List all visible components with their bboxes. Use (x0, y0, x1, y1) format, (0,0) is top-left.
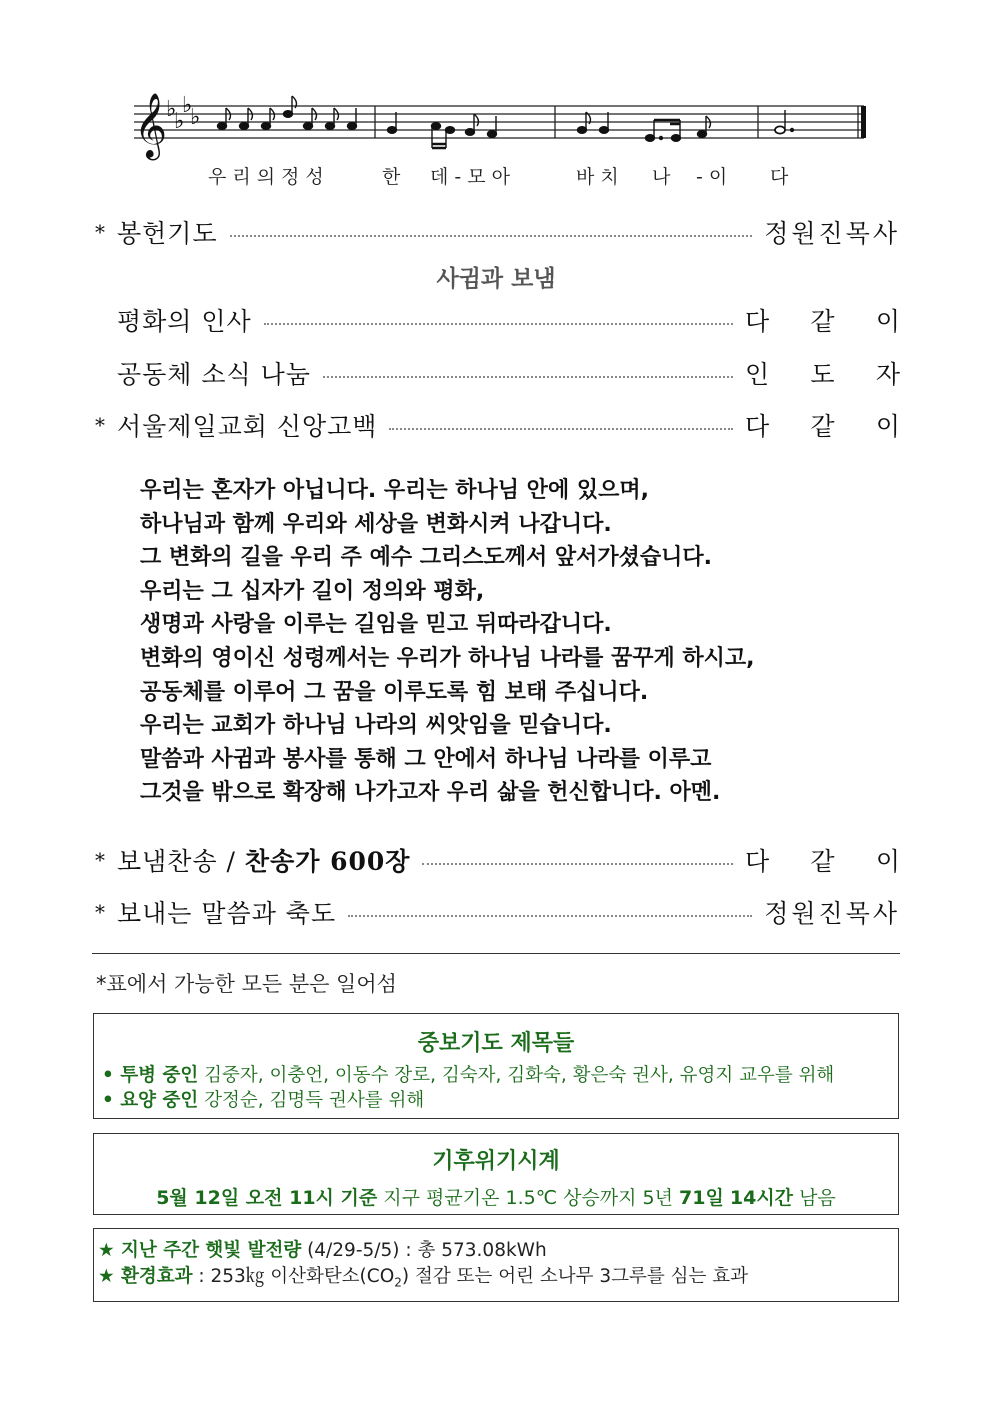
solar-generation-line (98, 1238, 898, 1264)
order-label (117, 842, 410, 878)
lyric-phrase: -이 (696, 166, 734, 188)
order-leader-name: 정원진목사 (764, 219, 900, 248)
hymn-staff (130, 92, 880, 192)
creed-line: 하나님과 함께 우리와 세상을 변화시켜 나갑니다. (140, 511, 612, 537)
creed-line: 생명과 사랑을 이루는 길임을 믿고 뒤따라갑니다. (140, 612, 612, 638)
order-row-creed (95, 405, 900, 445)
box-title: 기후위기시계 (432, 1149, 560, 1174)
order-row-sending-hymn (95, 840, 900, 880)
prayer-category: • 투병 중인 (102, 1065, 199, 1086)
order-label-text: 보냄찬송 / (117, 847, 245, 876)
climate-years: 5년 (642, 1187, 673, 1209)
order-leader-name (745, 842, 900, 878)
climate-hours: 14시간 (729, 1187, 794, 1209)
solar-value: : 253㎏ 이산화탄소(CO (192, 1266, 395, 1287)
dot-leader (348, 915, 752, 917)
svg-text:♭: ♭ (190, 105, 201, 130)
climate-date: 5월 12일 오전 11시 기준 (156, 1187, 378, 1209)
creed-line: 우리는 혼자가 아닙니다. 우리는 하나님 안에 있으며, (140, 478, 649, 503)
box-title: 중보기도 제목들 (417, 1031, 575, 1056)
leader-char: 다 (745, 847, 770, 876)
climate-remaining: 남음 (799, 1187, 836, 1209)
climate-text: 지구 평균기온 1.5℃ 상승까지 (377, 1187, 643, 1209)
standing-mark: * (95, 900, 105, 924)
leader-char: 자 (875, 360, 900, 389)
leader-char: 인 (745, 360, 770, 389)
prayer-requests-box (93, 1013, 899, 1119)
svg-text:♭: ♭ (166, 97, 177, 122)
svg-text:♭: ♭ (174, 109, 185, 134)
order-row-offering-prayer (95, 212, 900, 252)
leader-char: 이 (875, 412, 900, 441)
prayer-item (102, 1088, 898, 1113)
dot-leader (264, 323, 733, 325)
leader-char: 이 (875, 307, 900, 336)
lyric-phrase: 데-모아 (430, 166, 516, 188)
treble-clef-icon: 𝄞 (134, 93, 168, 158)
order-row-benediction (95, 892, 900, 932)
key-signature-flats (166, 93, 200, 134)
order-leader-name: 정원진목사 (764, 899, 900, 928)
order-leader-name (745, 407, 900, 443)
prayer-names: 강정순, 김명득 권사를 위해 (198, 1090, 425, 1111)
prayer-category: • 요양 중인 (102, 1090, 199, 1111)
lyric-phrase: 다 (770, 166, 795, 188)
lyric-phrase: 우리의정성 (208, 166, 330, 188)
solar-effect-line (98, 1264, 898, 1296)
leader-char: 같 (810, 847, 835, 876)
dot-leader (323, 376, 733, 378)
creed-text (140, 474, 900, 810)
svg-text:♭: ♭ (182, 93, 193, 118)
lyric-phrase: 한 (382, 166, 407, 188)
climate-clock-line (94, 1183, 898, 1210)
creed-line: 말씀과 사귐과 봉사를 통해 그 안에서 하나님 나라를 이루고 (140, 746, 712, 772)
order-label: 서울제일교회 신앙고백 (117, 412, 378, 441)
order-label: 봉헌기도 (117, 219, 218, 248)
leader-char: 도 (810, 360, 835, 389)
dot-leader (422, 863, 733, 865)
order-label: 공동체 소식 나눔 (117, 360, 311, 389)
lyric-phrase: 나 (652, 166, 677, 188)
climate-days: 71일 (679, 1187, 724, 1209)
standing-mark: * (95, 413, 105, 437)
lyric-phrase: 바치 (576, 166, 625, 188)
dot-leader (230, 235, 753, 237)
final-barline (861, 106, 866, 138)
dot-leader (389, 428, 733, 430)
standing-mark: * (95, 848, 105, 872)
leader-char: 같 (810, 412, 835, 441)
creed-line: 그것을 밖으로 확장해 나가고자 우리 삶을 헌신합니다. 아멘. (140, 780, 721, 806)
section-title: 사귐과 보냄 (436, 266, 556, 292)
leader-char: 다 (745, 412, 770, 441)
order-row-community-news (95, 353, 900, 393)
prayer-names: 김중자, 이충언, 이동수 장로, 김숙자, 김화숙, 황은숙 권사, 유영지 교우를 위해 (198, 1065, 835, 1086)
creed-line: 우리는 그 십자가 길이 정의와 평화, (140, 578, 485, 604)
leader-char: 이 (875, 847, 900, 876)
order-leader-name (745, 302, 900, 338)
hymn-lyrics (130, 162, 880, 186)
co2-subscript: 2 (394, 1275, 402, 1290)
creed-line: 변화의 영이신 성령께서는 우리가 하나님 나라를 꿈꾸게 하시고, (140, 645, 755, 671)
solar-label: ★ 지난 주간 햇빛 발전량 (98, 1240, 302, 1261)
leader-char: 다 (745, 307, 770, 336)
solar-power-box (93, 1228, 899, 1302)
music-staff-svg (130, 92, 880, 162)
standing-note: *표에서 가능한 모든 분은 일어섬 (96, 972, 397, 996)
creed-line: 공동체를 이루어 그 꿈을 이루도록 힘 보태 주십니다. (140, 679, 649, 705)
solar-value: (4/29-5/5) : 총 573.08kWh (301, 1240, 547, 1261)
order-leader-name (745, 355, 900, 391)
leader-char: 같 (810, 307, 835, 336)
divider (92, 953, 900, 954)
hymn-number: 찬송가 600장 (244, 847, 411, 876)
creed-line: 그 변화의 길을 우리 주 예수 그리스도께서 앞서가셨습니다. (140, 545, 713, 571)
climate-clock-box (93, 1133, 899, 1215)
order-label: 보내는 말씀과 축도 (117, 899, 337, 928)
creed-line: 우리는 교회가 하나님 나라의 씨앗임을 믿습니다. (140, 713, 612, 739)
order-row-peace-greeting (95, 300, 900, 340)
solar-value: ) 절감 또는 어린 소나무 3그루를 심는 효과 (401, 1266, 748, 1287)
order-label: 평화의 인사 (117, 307, 252, 336)
standing-mark: * (95, 220, 105, 244)
prayer-item (102, 1063, 898, 1088)
solar-label: ★ 환경효과 (98, 1266, 193, 1287)
